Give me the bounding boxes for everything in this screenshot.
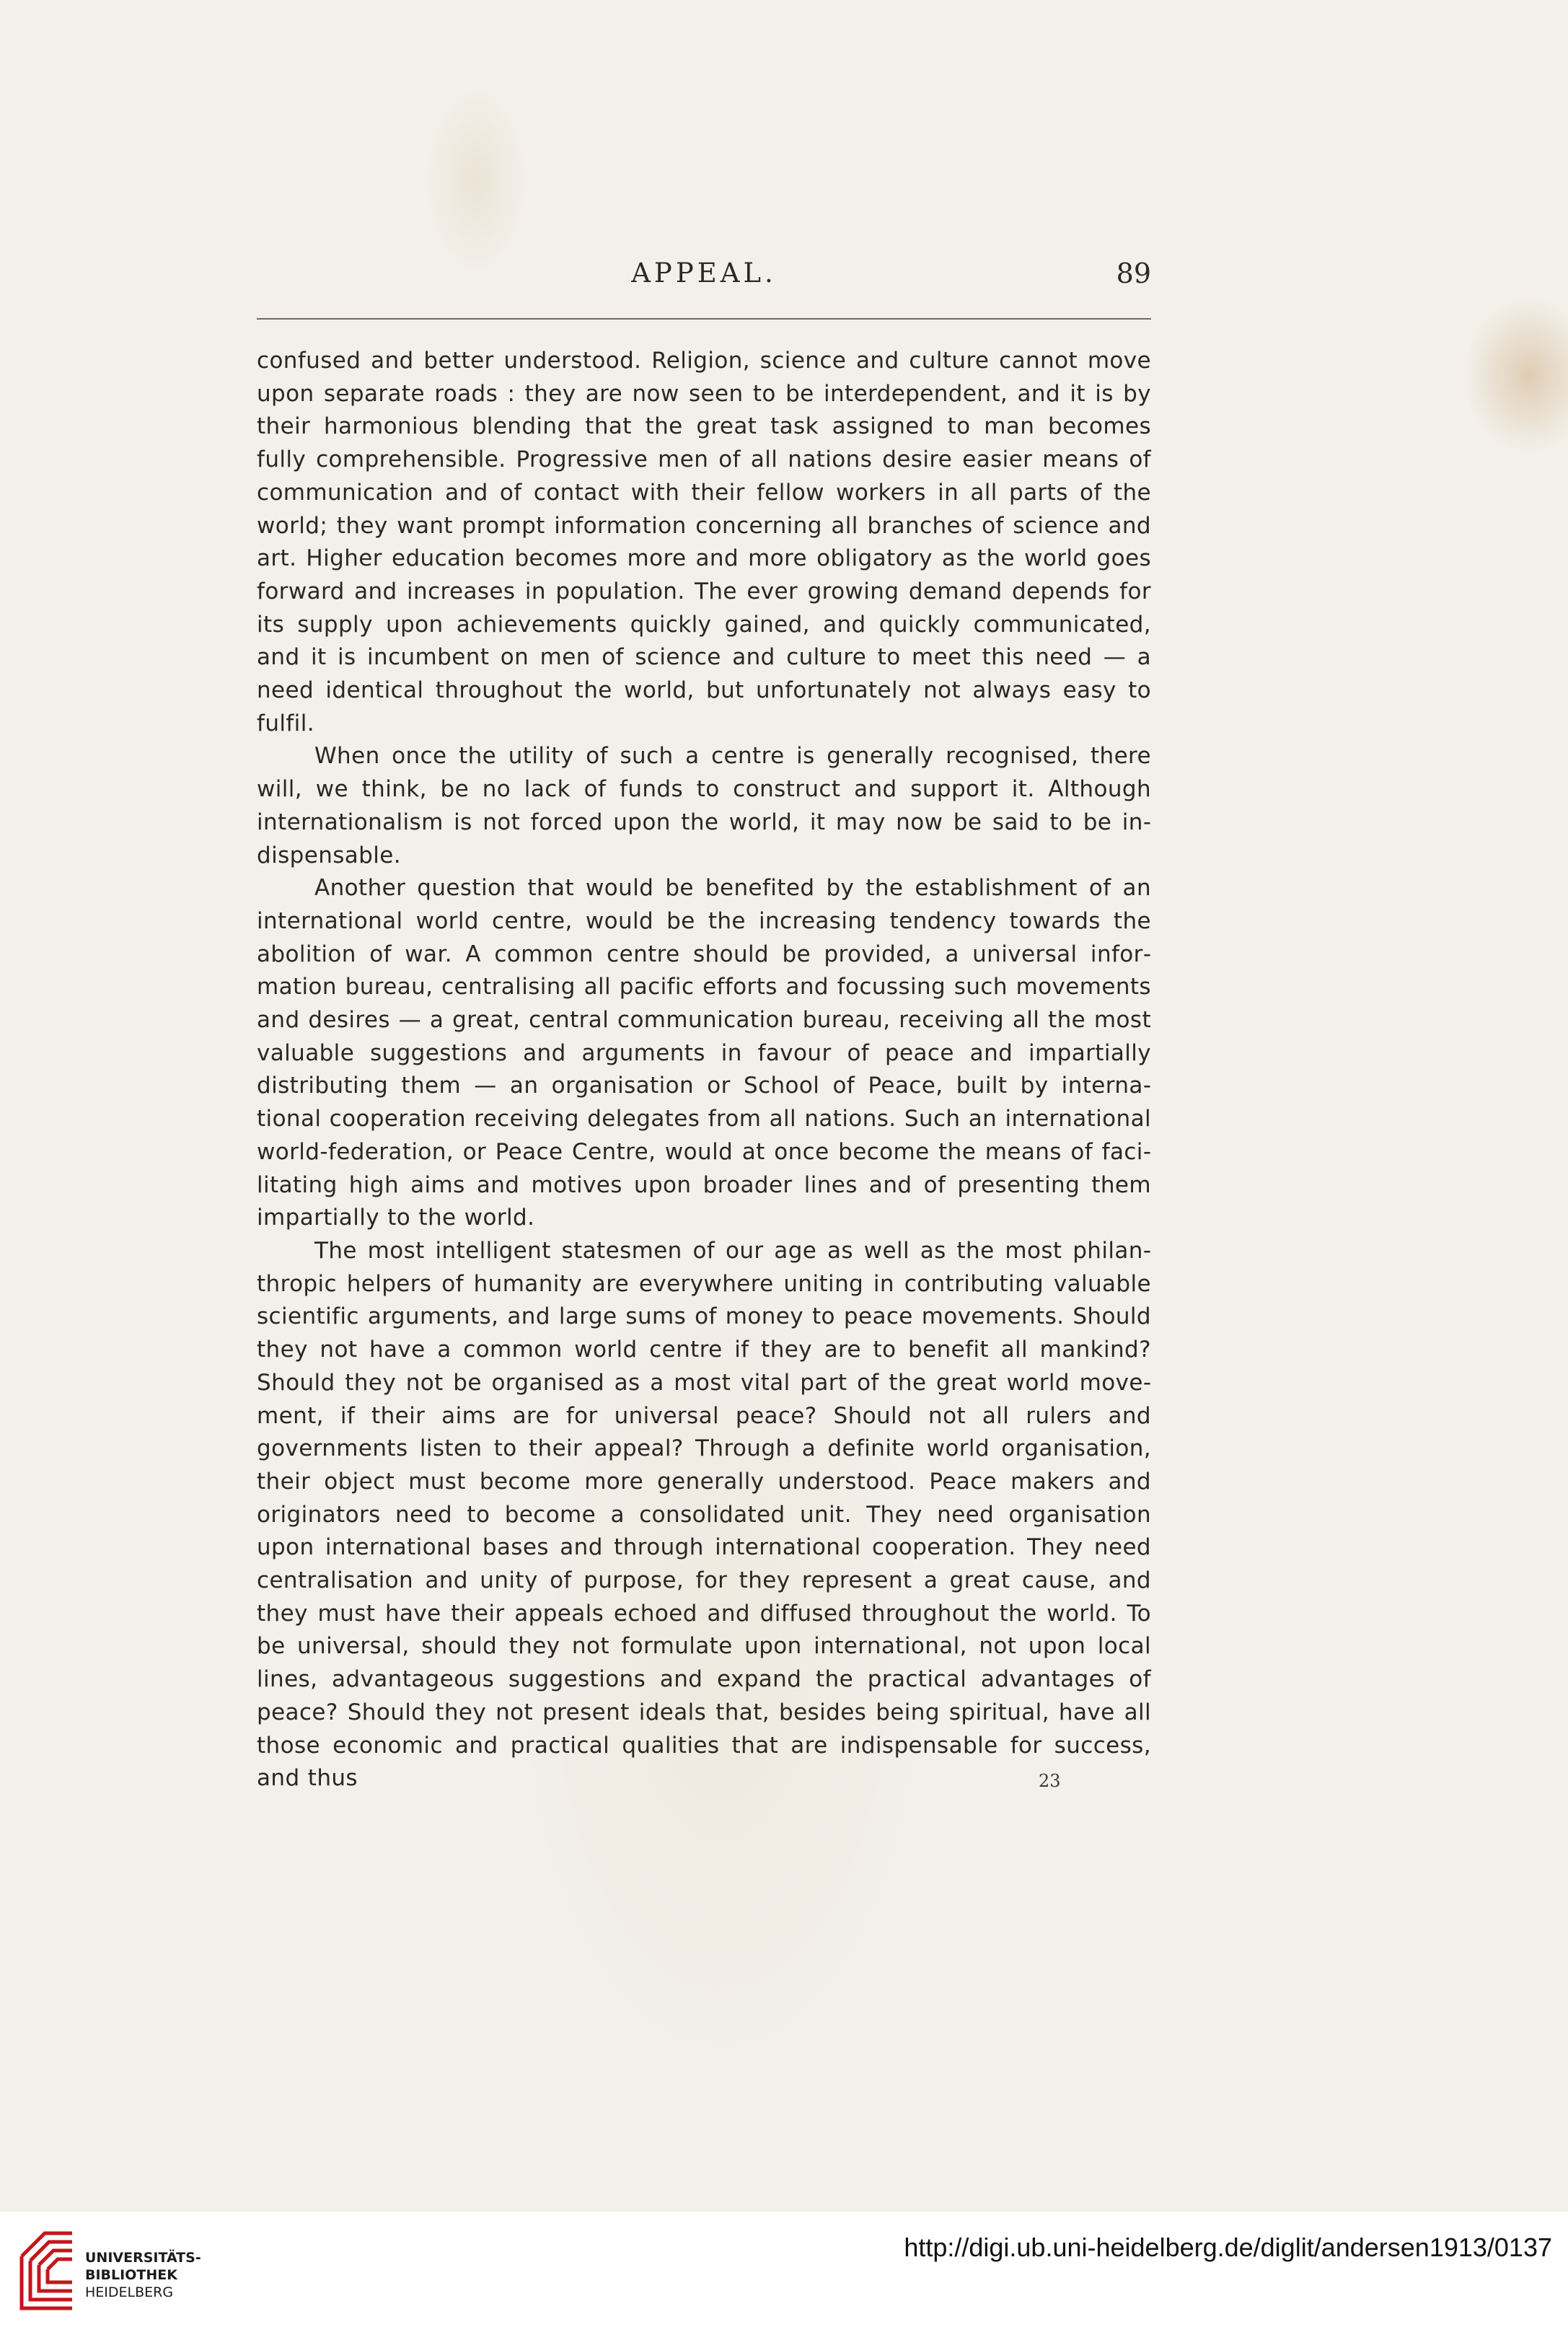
running-head [257,258,1151,301]
library-logo-icon [16,2227,76,2314]
source-url[interactable]: http://digi.ub.uni-heidelberg.de/diglit/andersen1913/0137 [904,2233,1552,2262]
paragraph-1: confused and better understood. Religion, science and culture cannot move upon separate roads : they are now seen to be interdependent, and it is by their harmonious blending that the great task assigned to man becomes fully comprehensible. Progressive men of all nations desire easier means of communication and of contact with their fellow workers in all parts of the world; they want prompt information concerning all branches of science and art. Higher education becomes more and more obligatory as the world goes forward and increases in population. The ever growing demand depends for its supply upon achievements quickly gained, and quickly communicated, and it is incumbent on men of science and culture to meet this need — a need identical throughout the world, but unfortunately not always easy to fulfil. [257,348,1151,736]
library-name-line-2: BIBLIOTHEK [85,2267,177,2283]
signature-mark: 23 [1039,1771,1061,1791]
footer-bar [0,2212,1568,2327]
library-name [85,2249,201,2301]
paragraph-2: When once the utility of such a centre is generally recognised, there will, we think, be no lack of funds to construct and support it. Although internationalism is not forced upon the world, it may now be said to be indispensable. [257,743,1151,868]
page-number: 89 [1116,258,1151,289]
body-text [257,345,1151,1795]
header-rule [257,318,1151,320]
library-name-line-1: UNIVERSITÄTS- [85,2250,201,2266]
running-title: APPEAL. [631,258,777,289]
paragraph-3: Another question that would be benefited by the establishment of an international world centre, would be the increasing tendency towards the abolition of war. A common centre should be provided, a universal information bureau, centralising all pacific efforts and focussing such movements and desires — a great, central communication bureau, receiving all the most valuable suggestions and arguments in favour of peace and impartially distributing them — an organisation or School of Peace, built by international cooperation receiving delegates from all nations. Such an international world-federation, or Peace Centre, would at once become the means of facilitating high aims and motives upon broader lines and of presenting them impartially to the world. [257,875,1151,1231]
library-name-line-3: HEIDELBERG [85,2284,174,2300]
paragraph-4: The most intelligent statesmen of our age as well as the most philanthropic helpers of humanity are everywhere uniting in contributing valuable scientific arguments, and large sums of money to peace movements. Should they not have a common world centre if they are to benefit all mankind? Should they not be organised as a most vital part of the great world movement, if their aims are for universal peace? Should not all rulers and governments listen to their appeal? Through a definite world organisation, their object must become more generally understood. Peace makers and originators need to become a consolidated unit. They need organisation upon international bases and through international cooperation. They need centralisation and unity of purpose, for they represent a great cause, and they must have their appeals echoed and diffused throughout the world. To be universal, should they not formulate upon international, not upon local lines, advantageous suggestions and expand the practical advantages of peace? Should they not present ideals that, besides being spiritual, have all those economic and practical qualities that are indispensable for success, and thus [257,1237,1151,1792]
